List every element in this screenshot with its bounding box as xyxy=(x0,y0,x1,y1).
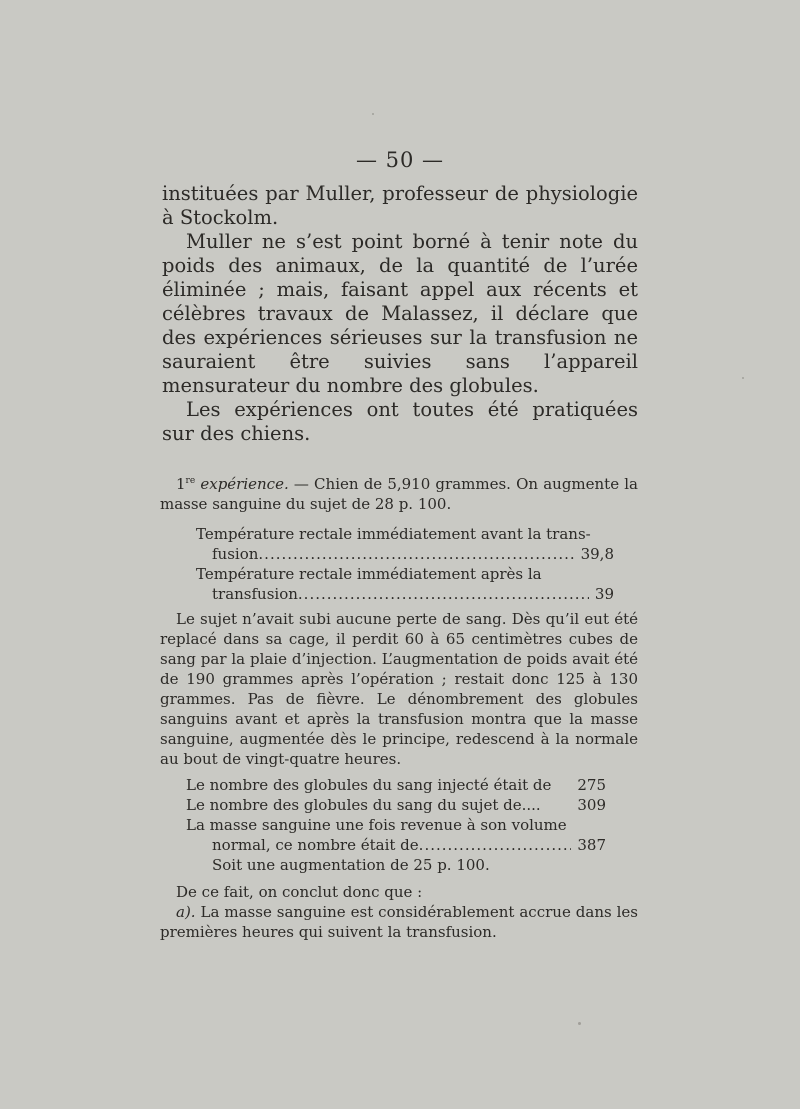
paragraph-6-text: La masse sanguine est considérablement accrue dans les premières heures qui suivent la transfusion. xyxy=(160,903,638,941)
globules-row-3-label: normal, ce nombre était de xyxy=(212,836,419,854)
dot-leader xyxy=(419,835,572,855)
globules-row-2-value: 309 xyxy=(577,796,606,814)
globules-row-4: Soit une augmentation de 25 p. 100. xyxy=(212,856,490,874)
paragraph-4: Le sujet n’avait subi aucune perte de sang. Dès qu’il eut été replacé dans sa cage, il perdit 60 à 65 centimètres cubes de sang par la plaie d’injection. L’augmentation de poids avait été de 190 grammes après l’opération ; restait donc 125 à 130 grammes. Pas de fièvre. Le dénombrement des globules sanguins avant et après la transfusion montra que la masse sanguine, augmentée dès le principe, redescend à la normale au bout de vingt-quatre heures. xyxy=(160,610,638,768)
temp-row-2-value: 39 xyxy=(594,585,614,603)
globules-row-2 xyxy=(186,795,606,815)
globules-row-3-value: 387 xyxy=(577,836,606,854)
temp-row-2 xyxy=(196,584,614,604)
globules-row-1-value: 275 xyxy=(577,776,606,794)
temp-row-1 xyxy=(196,544,614,564)
paragraph-2: Muller ne s’est point borné à tenir note du poids des animaux, de la quantité de l’urée éliminée ; mais, faisant appel aux récents et célèbres travaux de Malassez, il déclare que des expériences sérieuses sur la transfusion ne sauraient être suivies sans l’appareil mensurateur du nombre des globules. xyxy=(162,230,638,397)
temp-row-1-value: 39,8 xyxy=(580,545,614,563)
experiment-number-suffix: re xyxy=(185,476,196,486)
conclusion-block xyxy=(160,882,638,942)
temperature-table xyxy=(196,524,614,604)
temp-row-2-label: transfusion xyxy=(212,585,298,603)
experiment-label: expérience. xyxy=(200,475,289,493)
temp-row-1-line-1: Température rectale immédiatement avant la trans- xyxy=(196,525,591,543)
temp-row-2-line-1: Température rectale immédiatement après la xyxy=(196,565,542,583)
globules-row-3 xyxy=(186,835,606,855)
experiment-number: 1 xyxy=(176,475,186,493)
paragraph-3: Les expériences ont toutes été pratiquées sur des chiens. xyxy=(162,398,638,445)
main-text xyxy=(162,182,638,446)
dot-leader xyxy=(258,544,574,564)
paragraph-6 xyxy=(160,902,638,942)
experiment-paragraph xyxy=(160,474,638,514)
paper-speck xyxy=(372,113,374,115)
page-number: — 50 — xyxy=(355,148,445,172)
globules-table xyxy=(186,775,606,875)
observation-paragraph xyxy=(160,609,638,769)
paper-speck xyxy=(578,1022,581,1025)
globules-row-2-label: Le nombre des globules du sang du sujet de.... xyxy=(186,796,541,814)
paper-speck xyxy=(742,377,744,379)
globules-row-3-line-1: La masse sanguine une fois revenue à son volume xyxy=(186,816,567,834)
experiment-text: — Chien de 5,910 grammes. On augmente la masse sanguine du sujet de 28 p. 100. xyxy=(160,475,638,513)
dot-leader xyxy=(298,584,589,604)
paragraph-5: De ce fait, on conclut donc que : xyxy=(176,883,423,901)
temp-row-1-label: fusion xyxy=(212,545,259,563)
paragraph-1: instituées par Muller, professeur de physiologie à Stockolm. xyxy=(162,182,638,229)
globules-row-1 xyxy=(186,775,606,795)
globules-row-1-label: Le nombre des globules du sang injecté était de xyxy=(186,776,552,794)
list-marker: a). xyxy=(176,903,196,921)
